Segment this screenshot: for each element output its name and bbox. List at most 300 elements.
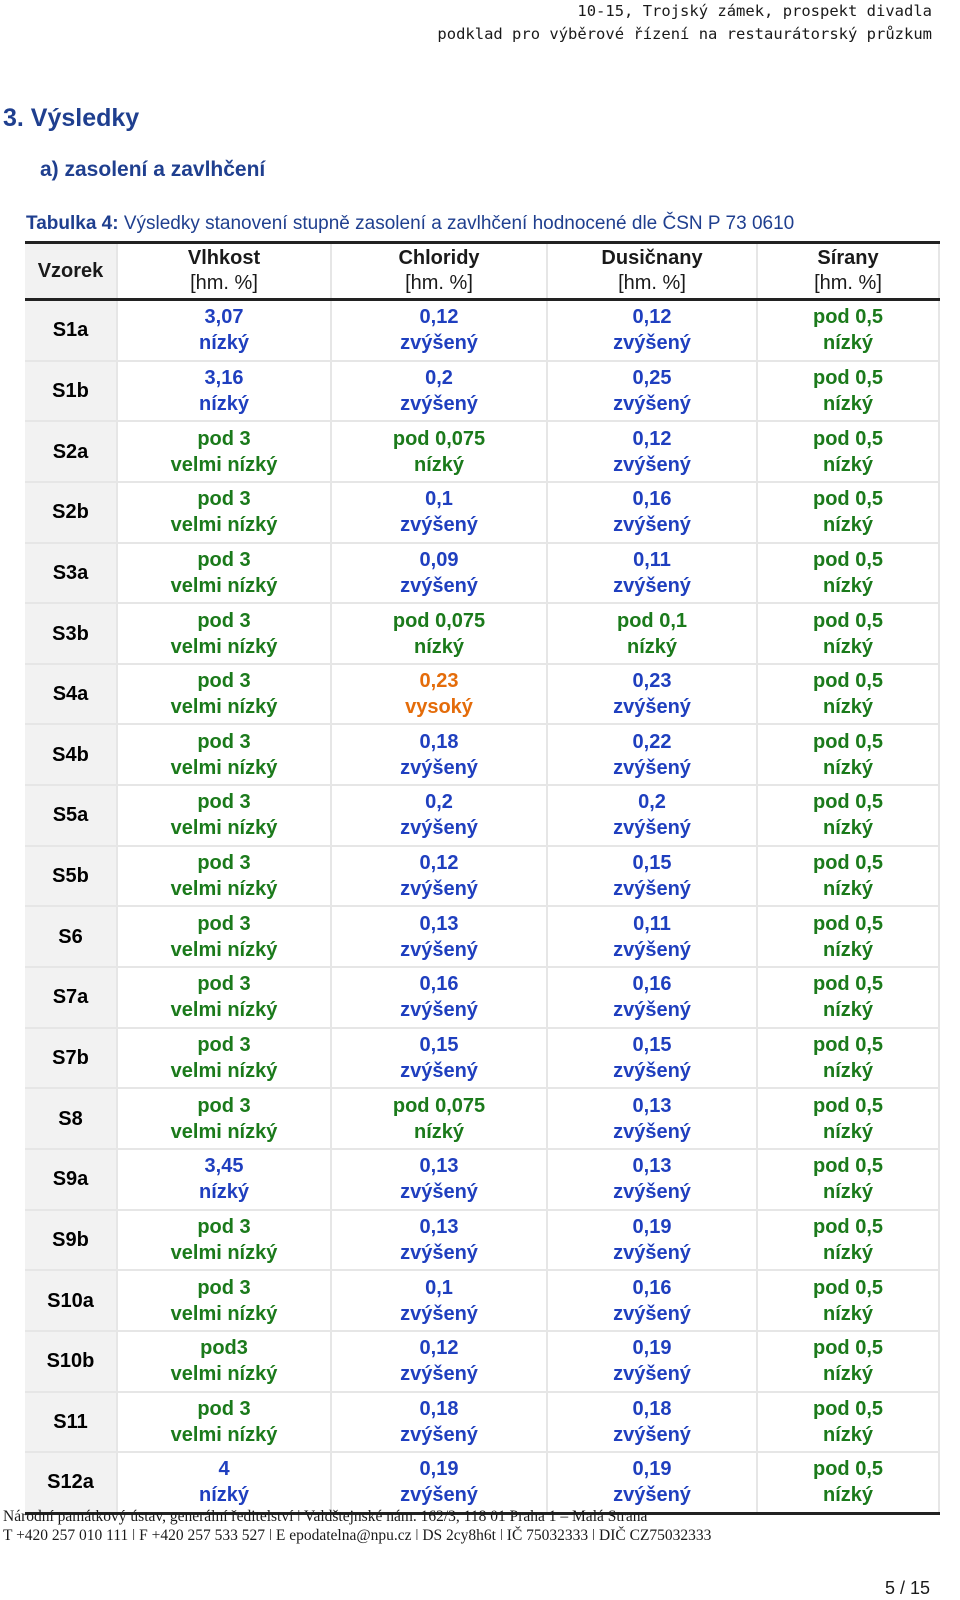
result-cell xyxy=(757,1088,939,1149)
result-level: zvýšený xyxy=(400,878,478,901)
page-header xyxy=(437,0,932,46)
result-level: zvýšený xyxy=(400,514,478,537)
table-body xyxy=(25,300,939,1514)
result-cell xyxy=(757,846,939,907)
result-level: velmi nízký xyxy=(170,514,278,537)
result-value: pod 0,5 xyxy=(812,912,883,935)
result-cell xyxy=(331,1088,547,1149)
result-value: 0,09 xyxy=(419,548,459,571)
result-value: 0,11 xyxy=(633,548,671,571)
result-level: zvýšený xyxy=(400,1060,478,1082)
result-cell xyxy=(117,1452,331,1513)
result-level: nízký xyxy=(822,635,874,658)
sample-id: S2b xyxy=(25,482,117,543)
result-cell xyxy=(757,361,939,422)
result-level: zvýšený xyxy=(613,574,691,597)
result-cell xyxy=(117,967,331,1028)
result-cell xyxy=(757,543,939,604)
page-number: 5 / 15 xyxy=(884,1578,930,1598)
sample-id: S5a xyxy=(25,785,117,846)
table-row xyxy=(25,1452,939,1513)
result-cell xyxy=(117,1331,331,1392)
result-cell xyxy=(757,1331,939,1392)
result-value: 0,12 xyxy=(632,306,672,329)
result-value: pod 0,075 xyxy=(392,609,486,632)
section-title: 3. Výsledky xyxy=(3,104,140,132)
caption-label: Tabulka 4: xyxy=(26,213,119,234)
result-level: zvýšený xyxy=(613,878,691,901)
result-cell xyxy=(757,421,939,482)
sample-id: S10a xyxy=(25,1270,117,1331)
result-cell xyxy=(547,1028,757,1089)
result-cell xyxy=(757,967,939,1028)
table-caption xyxy=(26,213,794,235)
result-value: 0,16 xyxy=(632,488,672,511)
result-value: 0,13 xyxy=(632,1094,672,1117)
column-header-dusicnany xyxy=(547,243,757,300)
result-value: 3,16 xyxy=(204,366,244,389)
column-unit: [hm. %] xyxy=(618,272,686,294)
result-value: 0,13 xyxy=(419,1215,459,1238)
result-value: pod 0,5 xyxy=(812,427,883,450)
result-level: velmi nízký xyxy=(170,635,278,658)
result-cell xyxy=(547,1392,757,1453)
result-value: 0,12 xyxy=(419,852,459,875)
sample-id: S11 xyxy=(25,1392,117,1453)
result-value: pod 0,075 xyxy=(392,1094,486,1117)
result-level: velmi nízký xyxy=(170,817,278,840)
table-row xyxy=(25,664,939,725)
result-cell xyxy=(757,300,939,361)
result-cell xyxy=(757,906,939,967)
sample-id: S1a xyxy=(25,300,117,361)
sample-id: S5b xyxy=(25,846,117,907)
result-value: 0,1 xyxy=(425,1276,453,1299)
column-header-vlhkost xyxy=(117,243,331,300)
result-value: pod 3 xyxy=(197,912,251,935)
result-value: pod 3 xyxy=(197,609,251,632)
column-header-vzorek xyxy=(25,243,117,300)
sample-id: S12a xyxy=(25,1452,117,1513)
result-value: 0,16 xyxy=(632,973,672,996)
result-level: nízký xyxy=(822,392,874,415)
subsection-title: a) zasolení a zavlhčení xyxy=(40,158,266,181)
result-value: pod3 xyxy=(200,1337,248,1360)
result-level: nízký xyxy=(413,453,465,476)
result-level: nízký xyxy=(822,878,874,901)
result-cell xyxy=(117,482,331,543)
result-value: 0,13 xyxy=(632,1155,672,1178)
result-value: pod 3 xyxy=(197,1397,251,1420)
result-level: nízký xyxy=(822,756,874,779)
result-cell xyxy=(331,906,547,967)
result-level: zvýšený xyxy=(613,1363,691,1386)
result-level: zvýšený xyxy=(400,1423,478,1446)
result-cell xyxy=(331,300,547,361)
result-level: zvýšený xyxy=(400,392,478,415)
result-cell xyxy=(547,1210,757,1271)
footer-contacts: T +420 257 010 111 ǀ F +420 257 533 527 ǀ E epodatelna@npu.cz ǀ DS 2cy8h6t ǀ IČ 75032333 ǀ DIČ CZ75032333 xyxy=(3,1527,712,1544)
result-value: pod 0,5 xyxy=(812,488,883,511)
result-level: velmi nízký xyxy=(170,453,278,476)
result-value: pod 0,5 xyxy=(812,548,883,571)
result-value: 0,13 xyxy=(419,1155,459,1178)
result-value: 0,23 xyxy=(632,670,672,693)
result-cell xyxy=(117,664,331,725)
result-cell xyxy=(117,421,331,482)
result-value: pod 0,5 xyxy=(812,1458,883,1481)
result-value: pod 0,5 xyxy=(812,1215,883,1238)
result-cell xyxy=(117,300,331,361)
result-value: pod 3 xyxy=(197,730,251,753)
result-value: pod 3 xyxy=(197,427,251,450)
table-row xyxy=(25,1270,939,1331)
result-level: velmi nízký xyxy=(170,756,278,779)
result-level: nízký xyxy=(822,1120,874,1143)
result-value: 0,16 xyxy=(632,1276,672,1299)
result-cell xyxy=(757,724,939,785)
result-level: zvýšený xyxy=(613,1423,691,1446)
caption-text: Výsledky stanovení stupně zasolení a zavlhčení hodnocené dle ČSN P 73 0610 xyxy=(118,213,795,234)
result-value: 0,2 xyxy=(638,791,666,814)
table-row xyxy=(25,603,939,664)
column-name: Vzorek xyxy=(37,259,104,282)
result-cell xyxy=(117,543,331,604)
sample-id: S4b xyxy=(25,724,117,785)
result-value: pod 0,5 xyxy=(812,1034,883,1056)
result-cell xyxy=(117,1028,331,1089)
result-cell xyxy=(331,967,547,1028)
result-value: 0,22 xyxy=(632,730,672,753)
result-level: zvýšený xyxy=(613,1060,691,1082)
result-level: zvýšený xyxy=(613,332,691,355)
results-table xyxy=(25,241,940,1515)
result-level: zvýšený xyxy=(613,938,691,961)
result-level: zvýšený xyxy=(613,1241,691,1264)
result-value: 0,16 xyxy=(419,973,459,996)
result-level: nízký xyxy=(822,332,874,355)
result-cell xyxy=(757,1149,939,1210)
result-value: 0,19 xyxy=(632,1337,672,1360)
result-cell xyxy=(331,543,547,604)
result-cell xyxy=(117,846,331,907)
footer-address: Národní památkový ústav, generální ředitelství ǀ Valdštejnské nám. 162/3, 118 01 Praha 1 – Malá Strana xyxy=(3,1508,648,1525)
result-value: pod 3 xyxy=(197,488,251,511)
result-value: pod 3 xyxy=(197,852,251,875)
result-level: nízký xyxy=(822,574,874,597)
column-unit: [hm. %] xyxy=(405,272,473,294)
table-row xyxy=(25,1392,939,1453)
table-row xyxy=(25,1149,939,1210)
result-cell xyxy=(757,482,939,543)
result-level: nízký xyxy=(822,1484,874,1507)
result-level: nízký xyxy=(822,1181,874,1204)
result-value: 0,19 xyxy=(632,1458,672,1481)
result-level: velmi nízký xyxy=(170,938,278,961)
column-header-sirany xyxy=(757,243,939,300)
result-cell xyxy=(547,1270,757,1331)
table-row xyxy=(25,1028,939,1089)
result-level: zvýšený xyxy=(400,1181,478,1204)
result-value: 0,2 xyxy=(425,791,453,814)
result-level: zvýšený xyxy=(613,696,691,719)
result-cell xyxy=(331,1331,547,1392)
table-row xyxy=(25,846,939,907)
result-value: 0,18 xyxy=(419,1397,459,1420)
result-level: zvýšený xyxy=(400,1363,478,1386)
result-value: 0,23 xyxy=(419,670,459,693)
result-value: pod 0,5 xyxy=(812,973,883,996)
result-value: pod 3 xyxy=(197,1276,251,1299)
result-level: zvýšený xyxy=(400,817,478,840)
result-value: pod 0,5 xyxy=(812,366,883,389)
result-level: zvýšený xyxy=(613,999,691,1022)
result-level: nízký xyxy=(413,635,465,658)
result-cell xyxy=(331,1270,547,1331)
result-value: 0,11 xyxy=(633,912,671,935)
result-cell xyxy=(547,482,757,543)
result-level: zvýšený xyxy=(400,1241,478,1264)
result-cell xyxy=(331,1210,547,1271)
result-cell xyxy=(547,543,757,604)
table-row xyxy=(25,785,939,846)
column-unit: [hm. %] xyxy=(814,272,882,294)
sample-id: S7a xyxy=(25,967,117,1028)
result-value: 3,07 xyxy=(204,306,244,329)
result-value: pod 0,5 xyxy=(812,609,883,632)
result-level: nízký xyxy=(822,696,874,719)
table-row xyxy=(25,1088,939,1149)
result-value: pod 0,5 xyxy=(812,1155,883,1178)
result-level: velmi nízký xyxy=(170,1302,278,1325)
sample-id: S8 xyxy=(25,1088,117,1149)
result-value: pod 0,5 xyxy=(812,1337,883,1360)
result-level: velmi nízký xyxy=(170,1423,278,1446)
result-level: zvýšený xyxy=(400,1302,478,1325)
sample-id: S1b xyxy=(25,361,117,422)
result-value: pod 3 xyxy=(197,1094,251,1117)
result-cell xyxy=(331,421,547,482)
result-value: pod 0,5 xyxy=(812,852,883,875)
result-level: nízký xyxy=(413,1120,465,1143)
result-level: nízký xyxy=(198,392,250,415)
result-level: velmi nízký xyxy=(170,574,278,597)
column-name: Sírany xyxy=(817,247,879,269)
header-subtitle: podklad pro výběrové řízení na restaurátorský průzkum xyxy=(437,25,932,43)
result-value: 0,1 xyxy=(425,488,453,511)
result-cell xyxy=(117,785,331,846)
result-cell xyxy=(547,300,757,361)
result-level: nízký xyxy=(822,514,874,537)
result-level: nízký xyxy=(822,817,874,840)
result-value: pod 3 xyxy=(197,973,251,996)
result-cell xyxy=(117,724,331,785)
result-cell xyxy=(757,1392,939,1453)
table-row xyxy=(25,421,939,482)
column-header-chloridy xyxy=(331,243,547,300)
result-level: nízký xyxy=(822,999,874,1022)
result-value: 0,15 xyxy=(419,1034,459,1056)
sample-id: S10b xyxy=(25,1331,117,1392)
result-value: 0,25 xyxy=(632,366,672,389)
result-cell xyxy=(757,1028,939,1089)
table-row xyxy=(25,906,939,967)
result-cell xyxy=(331,664,547,725)
result-level: nízký xyxy=(822,938,874,961)
result-value: pod 3 xyxy=(197,1215,251,1238)
result-level: zvýšený xyxy=(613,1120,691,1143)
result-value: pod 0,075 xyxy=(392,427,486,450)
result-cell xyxy=(757,1452,939,1513)
result-level: zvýšený xyxy=(400,756,478,779)
result-cell xyxy=(331,603,547,664)
result-value: 0,2 xyxy=(425,366,453,389)
result-cell xyxy=(117,603,331,664)
header-title: 10-15, Trojský zámek, prospekt divadla xyxy=(577,2,932,20)
result-cell xyxy=(331,846,547,907)
sample-id: S4a xyxy=(25,664,117,725)
result-cell xyxy=(331,785,547,846)
sample-id: S6 xyxy=(25,906,117,967)
result-value: pod 0,1 xyxy=(616,609,687,632)
table-row xyxy=(25,543,939,604)
result-cell xyxy=(331,361,547,422)
result-cell xyxy=(547,785,757,846)
page-footer xyxy=(3,1507,711,1545)
result-value: pod 0,5 xyxy=(812,730,883,753)
result-value: 0,12 xyxy=(419,1337,459,1360)
result-value: 0,15 xyxy=(632,852,672,875)
table-row xyxy=(25,1331,939,1392)
result-level: nízký xyxy=(822,1302,874,1325)
result-value: pod 0,5 xyxy=(812,670,883,693)
result-cell xyxy=(547,361,757,422)
result-cell xyxy=(117,361,331,422)
result-cell xyxy=(547,1452,757,1513)
result-level: nízký xyxy=(822,1241,874,1264)
sample-id: S9b xyxy=(25,1210,117,1271)
result-cell xyxy=(117,1088,331,1149)
result-level: zvýšený xyxy=(613,1181,691,1204)
result-cell xyxy=(547,1149,757,1210)
result-cell xyxy=(331,1149,547,1210)
result-cell xyxy=(117,1210,331,1271)
result-level: zvýšený xyxy=(400,332,478,355)
result-cell xyxy=(547,906,757,967)
result-cell xyxy=(117,906,331,967)
result-value: 0,18 xyxy=(419,730,459,753)
result-cell xyxy=(547,664,757,725)
sample-id: S9a xyxy=(25,1149,117,1210)
result-value: pod 3 xyxy=(197,670,251,693)
table-header-row xyxy=(25,243,939,300)
result-level: zvýšený xyxy=(613,453,691,476)
table-row xyxy=(25,1210,939,1271)
column-name: Vlhkost xyxy=(187,247,261,269)
result-cell xyxy=(757,603,939,664)
result-cell xyxy=(331,1452,547,1513)
result-value: 0,18 xyxy=(632,1397,672,1420)
result-cell xyxy=(757,785,939,846)
result-cell xyxy=(757,1210,939,1271)
result-value: 0,15 xyxy=(632,1034,672,1056)
result-level: zvýšený xyxy=(400,938,478,961)
result-value: 3,45 xyxy=(204,1155,244,1178)
result-level: velmi nízký xyxy=(170,1363,278,1386)
result-value: pod 0,5 xyxy=(812,791,883,814)
result-value: pod 3 xyxy=(197,1034,251,1056)
result-cell xyxy=(547,1088,757,1149)
result-level: velmi nízký xyxy=(170,1060,278,1082)
result-cell xyxy=(331,1392,547,1453)
result-level: zvýšený xyxy=(613,756,691,779)
result-value: pod 0,5 xyxy=(812,1397,883,1420)
result-level: velmi nízký xyxy=(170,1120,278,1143)
result-value: 0,12 xyxy=(419,306,459,329)
result-cell xyxy=(547,846,757,907)
result-cell xyxy=(331,1028,547,1089)
result-cell xyxy=(547,1331,757,1392)
result-value: 0,19 xyxy=(632,1215,672,1238)
result-cell xyxy=(331,724,547,785)
result-level: zvýšený xyxy=(613,1302,691,1325)
result-cell xyxy=(757,1270,939,1331)
result-value: pod 0,5 xyxy=(812,306,883,329)
column-unit: [hm. %] xyxy=(190,272,258,294)
table-row xyxy=(25,300,939,361)
sample-id: S3a xyxy=(25,543,117,604)
result-level: vysoký xyxy=(405,696,473,719)
result-level: nízký xyxy=(198,1181,250,1204)
result-level: nízký xyxy=(822,1423,874,1446)
result-level: nízký xyxy=(822,1363,874,1386)
result-level: zvýšený xyxy=(613,392,691,415)
table-row xyxy=(25,482,939,543)
result-level: zvýšený xyxy=(400,1484,478,1507)
result-cell xyxy=(117,1270,331,1331)
column-name: Chloridy xyxy=(398,247,480,269)
result-cell xyxy=(547,421,757,482)
result-cell xyxy=(117,1149,331,1210)
result-cell xyxy=(547,724,757,785)
column-name: Dusičnany xyxy=(601,247,703,269)
result-value: 0,12 xyxy=(632,427,672,450)
result-level: zvýšený xyxy=(400,999,478,1022)
result-level: velmi nízký xyxy=(170,878,278,901)
result-level: zvýšený xyxy=(613,817,691,840)
result-level: nízký xyxy=(822,453,874,476)
result-level: zvýšený xyxy=(613,1484,691,1507)
result-value: 4 xyxy=(218,1458,230,1481)
result-level: velmi nízký xyxy=(170,999,278,1022)
result-value: 0,13 xyxy=(419,912,459,935)
result-level: nízký xyxy=(822,1060,874,1082)
result-level: zvýšený xyxy=(400,574,478,597)
result-cell xyxy=(117,1392,331,1453)
result-value: 0,19 xyxy=(419,1458,459,1481)
result-level: nízký xyxy=(198,332,250,355)
result-level: nízký xyxy=(626,635,678,658)
result-cell xyxy=(547,967,757,1028)
result-cell xyxy=(331,482,547,543)
result-level: nízký xyxy=(198,1484,250,1507)
result-level: velmi nízký xyxy=(170,696,278,719)
result-value: pod 0,5 xyxy=(812,1276,883,1299)
sample-id: S7b xyxy=(25,1028,117,1089)
table-row xyxy=(25,361,939,422)
sample-id: S2a xyxy=(25,421,117,482)
result-value: pod 3 xyxy=(197,791,251,814)
